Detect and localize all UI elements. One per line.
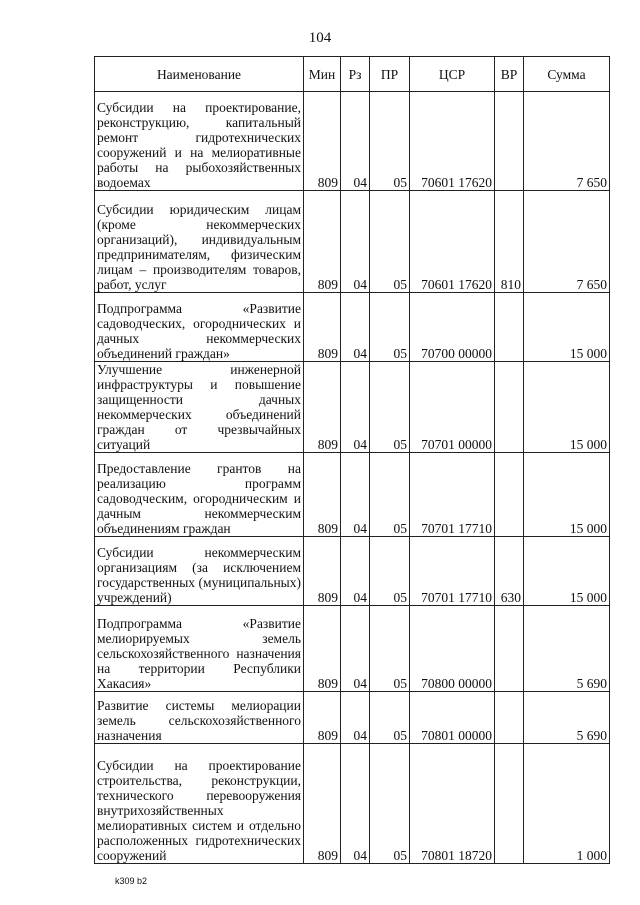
row-name: Предоставление грантов на реализацию программ садоводческим, огородническим и дачным некоммерческим объединениям граждан <box>95 453 304 537</box>
row-pr: 05 <box>370 453 410 537</box>
header-csr: ЦСР <box>410 57 495 92</box>
header-pr: ПР <box>370 57 410 92</box>
row-rz: 04 <box>341 92 370 191</box>
row-vr <box>495 453 524 537</box>
row-name: Подпрограмма «Развитие мелиорируемых земель сельскохозяйственного назначения на территории Республики Хакасия» <box>95 606 304 692</box>
header-min: Мин <box>304 57 341 92</box>
row-rz: 04 <box>341 692 370 744</box>
row-csr: 70800 00000 <box>410 606 495 692</box>
row-min: 809 <box>304 191 341 293</box>
table-row <box>95 692 610 744</box>
row-csr: 70701 17710 <box>410 537 495 606</box>
row-csr: 70801 00000 <box>410 692 495 744</box>
row-sum: 5 690 <box>524 606 610 692</box>
row-vr <box>495 92 524 191</box>
row-pr: 05 <box>370 92 410 191</box>
row-sum: 15 000 <box>524 453 610 537</box>
row-min: 809 <box>304 453 341 537</box>
table-row <box>95 744 610 864</box>
page-number: 104 <box>308 30 332 46</box>
table-row <box>95 191 610 293</box>
row-vr <box>495 692 524 744</box>
row-name: Подпрограмма «Развитие садоводческих, огороднических и дачных некоммерческих объединений граждан» <box>95 293 304 362</box>
row-name: Улучшение инженерной инфраструктуры и повышение защищенности дачных некоммерческих объединений граждан от чрезвычайных ситуаций <box>95 362 304 453</box>
row-csr: 70701 17710 <box>410 453 495 537</box>
row-vr <box>495 362 524 453</box>
budget-table <box>94 56 610 864</box>
row-name: Субсидии на проектирование, реконструкцию, капитальный ремонт гидротехнических сооружений и на мелиоративные работы на рыбохозяйственных водоемах <box>95 92 304 191</box>
row-vr <box>495 293 524 362</box>
row-rz: 04 <box>341 453 370 537</box>
row-csr: 70701 00000 <box>410 362 495 453</box>
row-rz: 04 <box>341 293 370 362</box>
row-rz: 04 <box>341 362 370 453</box>
row-min: 809 <box>304 362 341 453</box>
table-row <box>95 606 610 692</box>
row-vr: 810 <box>495 191 524 293</box>
row-sum: 1 000 <box>524 744 610 864</box>
row-pr: 05 <box>370 191 410 293</box>
row-csr: 70601 17620 <box>410 191 495 293</box>
row-sum: 15 000 <box>524 362 610 453</box>
table-header-row <box>95 57 610 92</box>
row-sum: 7 650 <box>524 92 610 191</box>
header-vr: ВР <box>495 57 524 92</box>
row-min: 809 <box>304 744 341 864</box>
table-row <box>95 537 610 606</box>
row-name: Субсидии на проектирование строительства, реконструкции, технического перевооружения внутрихозяйственных мелиоративных систем и отдельно расположенных гидротехнических сооружений <box>95 744 304 864</box>
header-name: Наименование <box>95 57 304 92</box>
table-row <box>95 362 610 453</box>
row-name: Развитие системы мелиорации земель сельскохозяйственного назначения <box>95 692 304 744</box>
row-name: Субсидии юридическим лицам (кроме некоммерческих организаций), индивидуальным предпринимателям, физическим лицам – производителям товаров, работ, услуг <box>95 191 304 293</box>
row-pr: 05 <box>370 362 410 453</box>
row-rz: 04 <box>341 191 370 293</box>
row-vr: 630 <box>495 537 524 606</box>
row-pr: 05 <box>370 293 410 362</box>
row-rz: 04 <box>341 537 370 606</box>
row-pr: 05 <box>370 537 410 606</box>
row-min: 809 <box>304 537 341 606</box>
table-row <box>95 453 610 537</box>
header-sum: Сумма <box>524 57 610 92</box>
row-rz: 04 <box>341 744 370 864</box>
row-name: Субсидии некоммерческим организациям (за исключением государственных (муниципальных) учреждений) <box>95 537 304 606</box>
row-sum: 15 000 <box>524 293 610 362</box>
footer-mark: k309 b2 <box>115 876 148 886</box>
row-min: 809 <box>304 92 341 191</box>
row-pr: 05 <box>370 744 410 864</box>
row-vr <box>495 606 524 692</box>
header-rz: Рз <box>341 57 370 92</box>
row-vr <box>495 744 524 864</box>
row-csr: 70700 00000 <box>410 293 495 362</box>
row-sum: 15 000 <box>524 537 610 606</box>
table-row <box>95 92 610 191</box>
row-pr: 05 <box>370 606 410 692</box>
row-sum: 5 690 <box>524 692 610 744</box>
row-pr: 05 <box>370 692 410 744</box>
row-min: 809 <box>304 293 341 362</box>
row-csr: 70801 18720 <box>410 744 495 864</box>
table-row <box>95 293 610 362</box>
row-rz: 04 <box>341 606 370 692</box>
row-csr: 70601 17620 <box>410 92 495 191</box>
row-min: 809 <box>304 692 341 744</box>
row-sum: 7 650 <box>524 191 610 293</box>
row-min: 809 <box>304 606 341 692</box>
